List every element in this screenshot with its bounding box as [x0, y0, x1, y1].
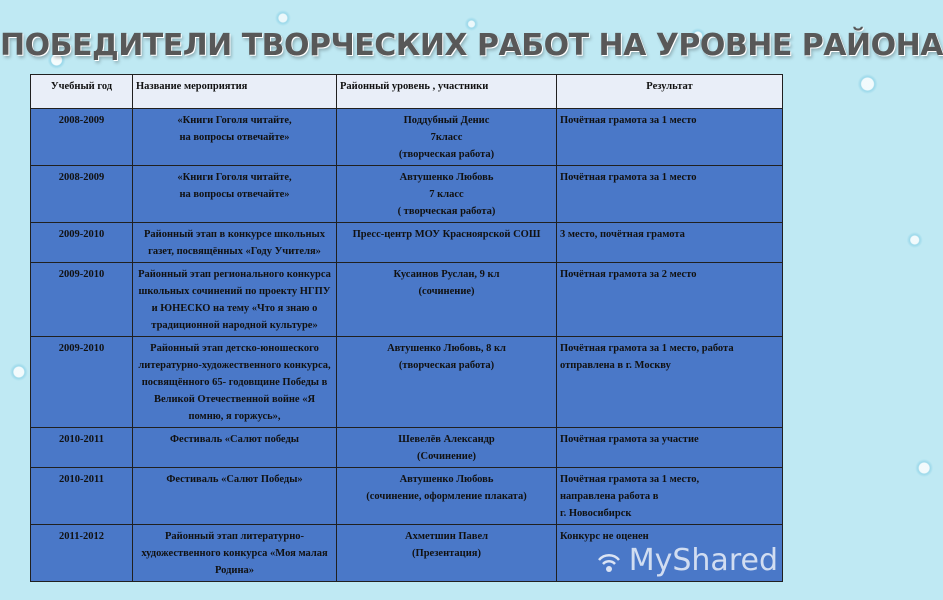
cell-event: Фестиваль «Салют победы	[133, 428, 337, 468]
cell-result: Почётная грамота за 2 место	[557, 263, 783, 337]
cell-level: Автушенко Любовь (сочинение, оформление плаката)	[337, 468, 557, 525]
cell-event: «Книги Гоголя читайте, на вопросы отвечайте»	[133, 109, 337, 166]
cell-result: Почётная грамота за участие	[557, 428, 783, 468]
cell-year: 2009-2010	[31, 223, 133, 263]
table-row	[31, 428, 783, 468]
cell-result: Почётная грамота за 1 место	[557, 166, 783, 223]
cell-event: Фестиваль «Салют Победы»	[133, 468, 337, 525]
page-title: ПОБЕДИТЕЛИ ТВОРЧЕСКИХ РАБОТ НА УРОВНЕ РАЙОНА	[0, 28, 943, 63]
cell-year: 2010-2011	[31, 468, 133, 525]
cell-event: «Книги Гоголя читайте, на вопросы отвечайте»	[133, 166, 337, 223]
cell-event: Районный этап литературно-художественного конкурса «Моя малая Родина»	[133, 525, 337, 582]
cell-year: 2009-2010	[31, 337, 133, 428]
table-row	[31, 166, 783, 223]
cell-event: Районный этап регионального конкурса школьных сочинений по проекту НГПУ и ЮНЕСКО на тему «Что я знаю о традиционной народной культуре»	[133, 263, 337, 337]
cell-level: Пресс-центр МОУ Красноярской СОШ	[337, 223, 557, 263]
cell-level: Автушенко Любовь, 8 кл (творческая работа)	[337, 337, 557, 428]
table-row	[31, 525, 783, 582]
winners-table	[30, 74, 783, 582]
header-result: Результат	[557, 75, 783, 109]
table-row	[31, 109, 783, 166]
cell-result: Почётная грамота за 1 место, работа отправлена в г. Москву	[557, 337, 783, 428]
cell-result: Конкурс не оценен	[557, 525, 783, 582]
table-header-row	[31, 75, 783, 109]
cell-event: Районный этап в конкурсе школьных газет, посвящённых «Году Учителя»	[133, 223, 337, 263]
header-event: Название мероприятия	[133, 75, 337, 109]
cell-level: Ахметшин Павел (Презентация)	[337, 525, 557, 582]
cell-level: Автушенко Любовь 7 класс ( творческая работа)	[337, 166, 557, 223]
cell-level: Кусаинов Руслан, 9 кл (сочинение)	[337, 263, 557, 337]
cell-year: 2008-2009	[31, 166, 133, 223]
cell-level: Поддубный Денис 7класс (творческая работа)	[337, 109, 557, 166]
cell-year: 2011-2012	[31, 525, 133, 582]
cell-result: Почётная грамота за 1 место	[557, 109, 783, 166]
winners-table-container	[30, 74, 782, 600]
cell-result: 3 место, почётная грамота	[557, 223, 783, 263]
table-row	[31, 468, 783, 525]
table-row	[31, 223, 783, 263]
cell-year: 2008-2009	[31, 109, 133, 166]
cell-year: 2009-2010	[31, 263, 133, 337]
cell-level: Шевелёв Александр (Сочинение)	[337, 428, 557, 468]
header-level: Районный уровень , участники	[337, 75, 557, 109]
watermark-text: MyShared	[628, 543, 778, 578]
cell-event: Районный этап детско-юношеского литературно-художественного конкурса, посвящённого 65- годовщине Победы в Великой Отечественной войне «Я помню, я горжусь»,	[133, 337, 337, 428]
table-row	[31, 263, 783, 337]
cell-result: Почётная грамота за 1 место, направлена работа в г. Новосибирск	[557, 468, 783, 525]
cell-year: 2010-2011	[31, 428, 133, 468]
header-year: Учебный год	[31, 75, 133, 109]
table-row	[31, 337, 783, 428]
